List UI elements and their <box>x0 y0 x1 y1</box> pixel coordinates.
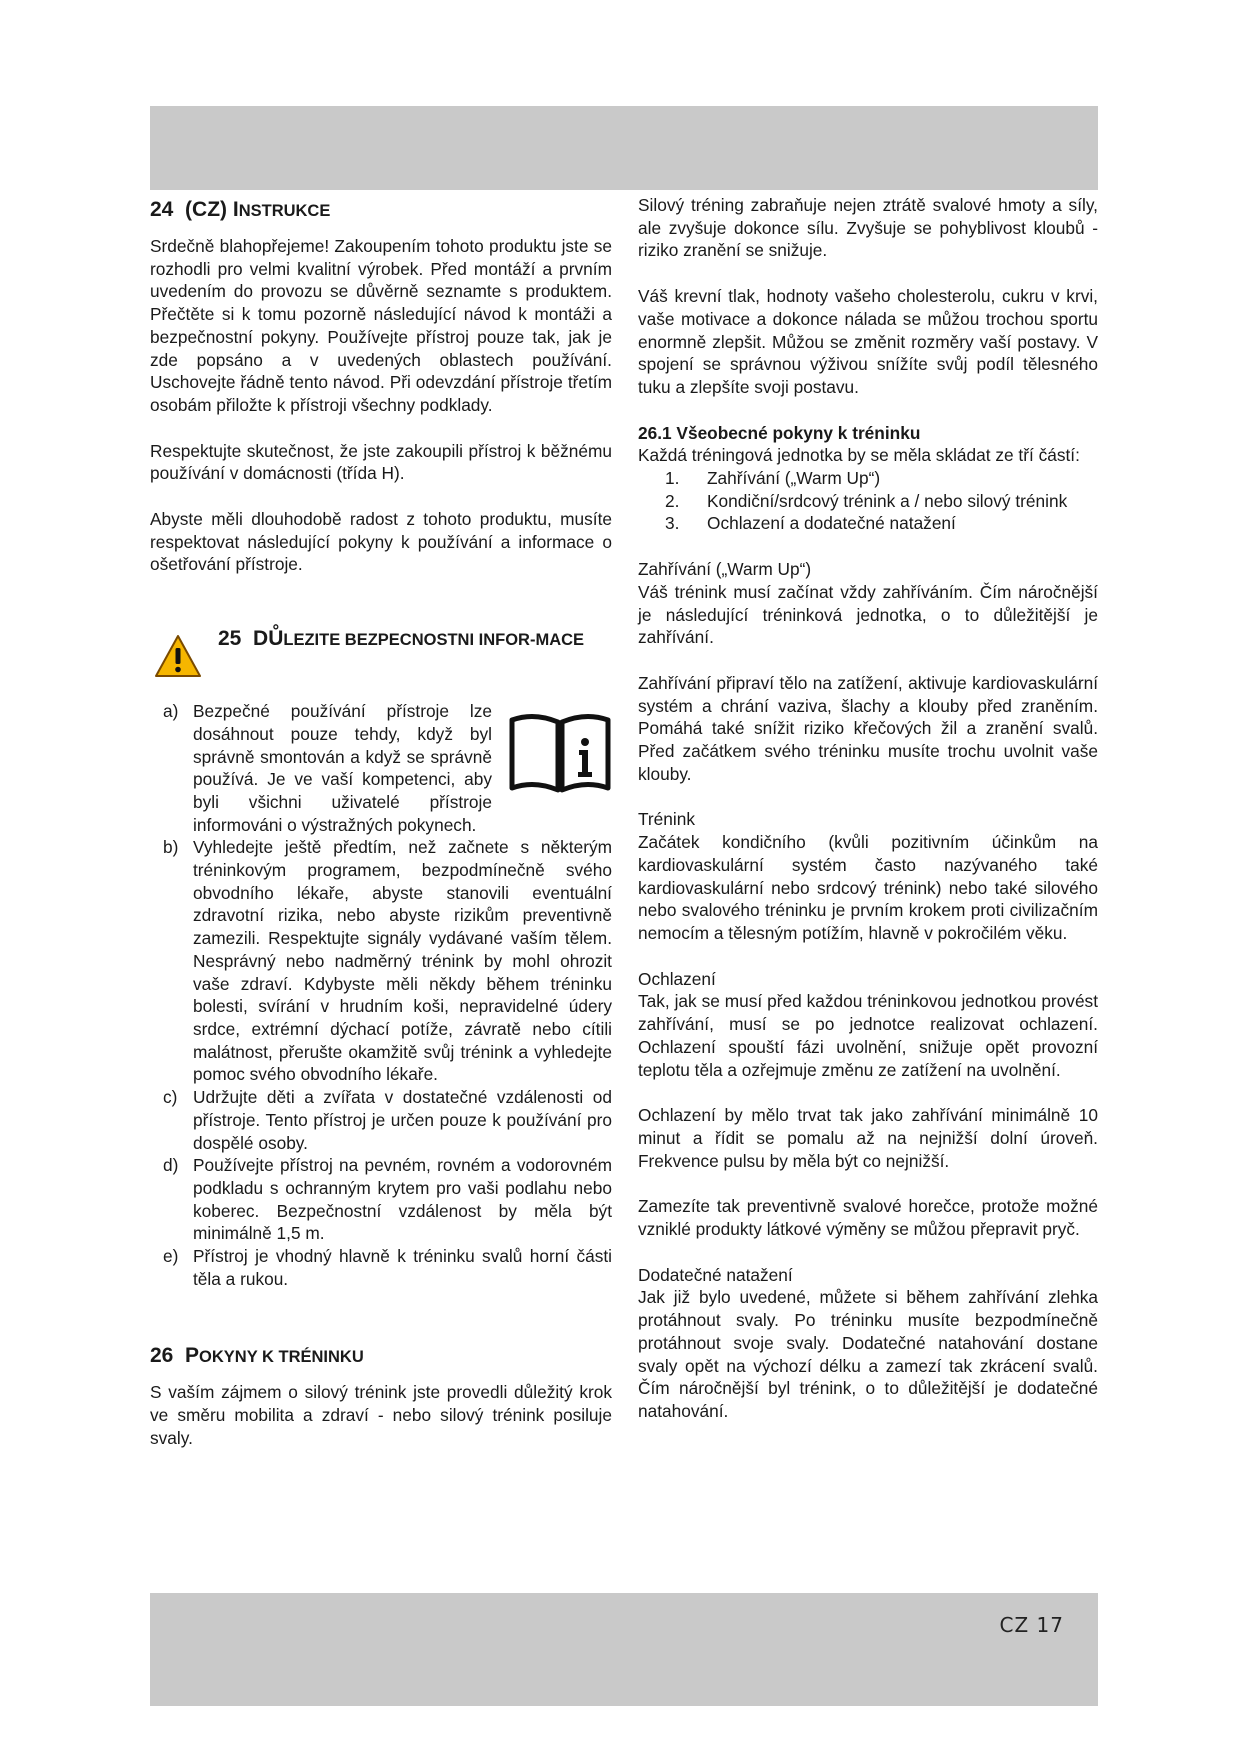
stretching-paragraph: Jak již bylo uvedené, můžete si během zahřívání zlehka protáhnout svaly. Po tréninku musíte bezpodmínečně protáhnout svoje svaly. Dodatečné natahování dostane svaly opět na výchozí délku a zamezí tak zkrácení svalů. Čím náročnější byl trénink, o to důležitější je dodatečné natahování. <box>638 1287 1098 1421</box>
list-item: 3. Ochlazení a dodatečné natažení <box>665 513 956 534</box>
right-column <box>638 194 1098 1423</box>
list-item: b) Vyhledejte ještě předtím, než začnete s některým tréninkovým programem, bezpodmínečně svého obvodního lékaře, abyste stanovili eventuální zdravotní rizika, nebo abyste rizikům preventivně zamezili. Respektujte signály vydávané vaším tělem. Nesprávný nebo nadměrný trénink by mohl ohrozit vaše zdraví. Kdybyste měli někdy během tréninku bolesti, svírání v hrudním koši, nepravidelné údery srdce, extrémní dýchací potíže, závratě nebo cítili malátnost, přerušte okamžitě svůj trénink a vyhledejte pomoc svého obvodního lékaře. <box>163 837 612 1085</box>
section-26-1-heading: 26.1 Všeobecné pokyny k tréninku <box>638 422 921 443</box>
intro-paragraph: Srdečně blahopřejeme! Zakoupením tohoto produktu jste se rozhodli pro velmi kvalitní výrobek. Před montáží a prvním uvedením do provozu se důvěrně seznamte s produktem. Přečtěte si k tomu pozorně následující návod k montáži a bezpečnostní pokyny. Používejte přístroj pouze tak, jak je zde popsáno a v uvedených oblastech používání. Uschovejte řádně tento návod. Při odevzdání přístroje třetím osobám přiložte k přístroji všechny podklady. <box>150 236 612 415</box>
safety-heading-block <box>150 622 612 684</box>
warning-icon <box>154 634 202 678</box>
list-item: 1. Zahřívání („Warm Up“) <box>665 468 881 489</box>
health-paragraph: Váš krevní tlak, hodnoty vašeho cholesterolu, cukru v krvi, vaše motivace a dokonce nálada se můžou trochou sportu enormně zlepšit. Můžou se změnit rozměry vaší postavy. V spojení se správnou výživou snížíte svůj podíl tělesného tuku a zlepšíte svoji postavu. <box>638 286 1098 397</box>
cool-down-title: Ochlazení <box>638 968 716 989</box>
section-24-heading: 24 (CZ) INSTRUKCE <box>150 198 331 221</box>
section-26-paragraph: S vaším zájmem o silový trénink jste provedli důležitý krok ve směru mobilita a zdraví - nebo silový trénink posiluje svaly. <box>150 1382 612 1448</box>
footer-band <box>150 1593 1098 1706</box>
list-item: 2. Kondiční/srdcový trénink a / nebo silový trénink <box>665 490 1068 511</box>
warm-up-paragraph-2: Zahřívání připraví tělo na zatížení, aktivuje kardiovaskulární systém a chrání vaziva, šlachy a klouby před zraněním. Pomáhá také snížit riziko křečových žil a zranění svalů. Před začátkem svého tréninku musíte trochu uvolnit vaše klouby. <box>638 672 1098 784</box>
list-item: a) Bezpečné používání přístroje lze dosáhnout pouze tehdy, když byl správně smontován a když se správně používá. Je ve vaší kompetenci, aby byli všichni uživatelé přístroje informováni o výstražných pokynech. <box>150 700 612 836</box>
cool-down-paragraph: Tak, jak se musí před každou tréninkovou jednotkou provést zahřívání, musí se po jednotce realizovat ochlazení. Ochlazení spouští fázi uvolnění, snižuje opět provozní teplotu těla a ozřejmuje změnu ze zatížení na uvolnění. <box>638 991 1098 1080</box>
training-parts-intro: Každá tréningová jednotka by se měla skládat ze tří částí: <box>638 445 1080 466</box>
household-note: Respektujte skutečnost, že jste zakoupili přístroj k běžnému používání v domácnosti (třída H). <box>150 440 612 484</box>
section-26-heading: 26 POKYNY K TRÉNINKU <box>150 1344 364 1368</box>
list-item: d) Používejte přístroj na pevném, rovném a vodorovném podkladu s ochranným krytem pro vaši podlahu nebo koberec. Bezpečnostní vzdálenost by měla být minimálně 1,5 m. <box>163 1155 612 1244</box>
header-band <box>150 106 1098 190</box>
training-steps-list <box>638 467 1098 535</box>
section-25-heading: 25 DŮLEZITE BEZPECNOSTNI INFOR-MACE <box>218 627 585 651</box>
warm-up-title: Zahřívání („Warm Up“) <box>638 559 812 580</box>
left-column <box>150 196 612 1450</box>
warm-up-paragraph: Váš trénink musí začínat vždy zahříváním. Čím náročnější je následující tréninková jednotka, o to důležitější je zahřívání. <box>638 581 1098 648</box>
list-item: e) Přístroj je vhodný hlavně k tréninku svalů horní části těla a rukou. <box>163 1246 612 1289</box>
training-title: Trénink <box>638 809 695 830</box>
training-paragraph: Začátek kondičního (kvůli pozitivním účinkům na kardiovaskulární systém často nazývaného také kardiovaskulární nebo srdcový trénink) nebo také silového nebo svalového tréninku je prvním krokem proti civilizačním nemocím a tělesným potížím, hlavně v pokročilém věku. <box>638 832 1098 943</box>
cool-down-paragraph-3: Zamezíte tak preventivně svalové horečce, protože možné vzniklé produkty látkové výměny se můžou přepravit pryč. <box>638 1196 1098 1240</box>
cool-down-paragraph-2: Ochlazení by mělo trvat tak jako zahřívání minimálně 10 minut a řídit se pomalu až na nejnižší dolní úroveň. Frekvence pulsu by měla být co nejnižší. <box>638 1105 1098 1171</box>
safety-list <box>150 700 612 1290</box>
manual-info-icon <box>508 710 612 794</box>
care-note: Abyste měli dlouhodobě radost z tohoto produktu, musíte respektovat následující pokyny k používání a informace o ošetřování přístroje. <box>150 509 612 575</box>
page-number: CZ 17 <box>999 1613 1064 1637</box>
strength-paragraph: Silový tréning zabraňuje nejen ztrátě svalové hmoty a síly, ale zvyšuje dokonce sílu. Zvyšuje se pohyblivost kloubů - riziko zranění se snižuje. <box>638 195 1098 261</box>
list-item: c) Udržujte děti a zvířata v dostatečné vzdálenosti od přístroje. Tento přístroj je určen pouze k používání pro dospělé osoby. <box>163 1087 612 1153</box>
stretching-title: Dodatečné natažení <box>638 1264 793 1285</box>
